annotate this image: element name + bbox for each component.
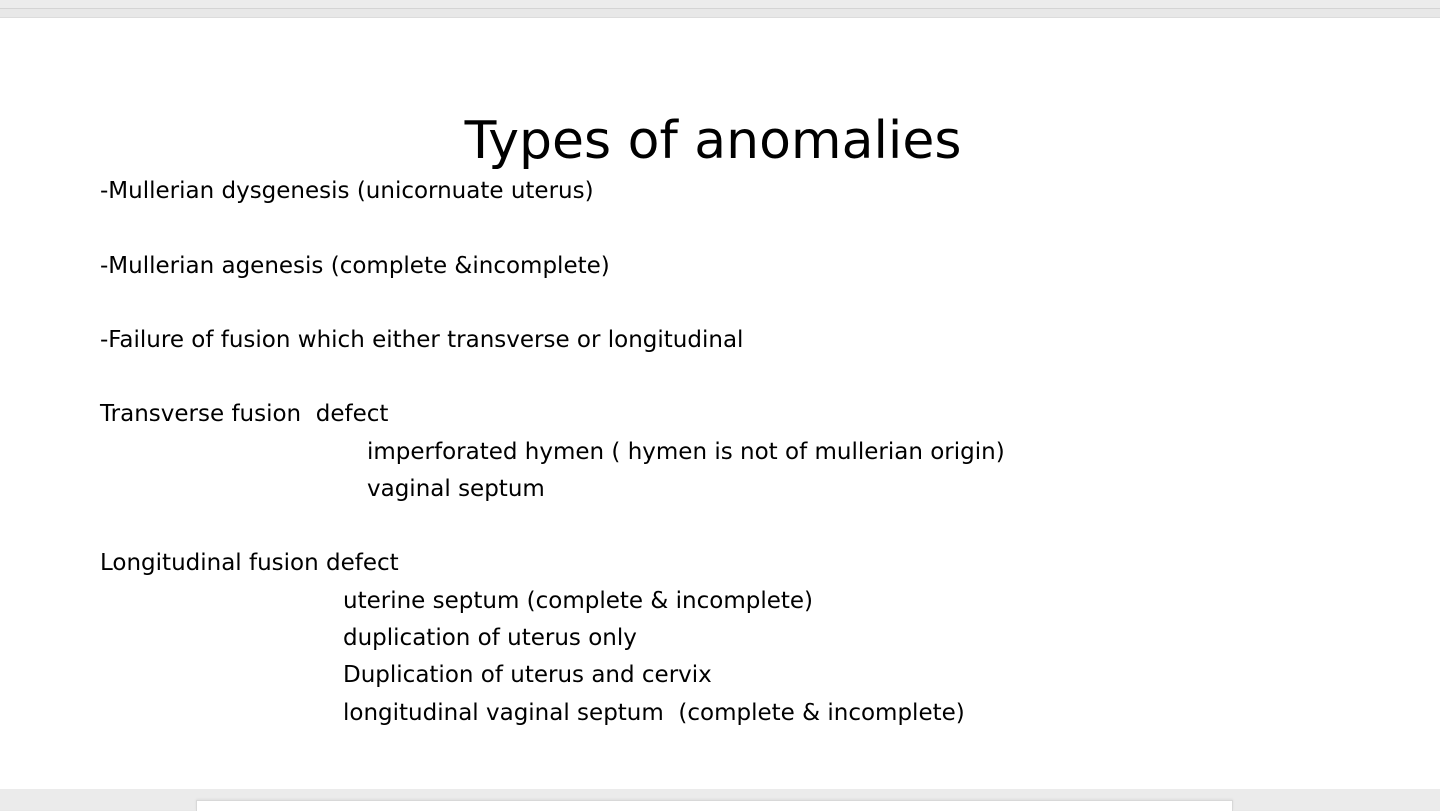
slide-title: Types of anomalies <box>464 111 962 171</box>
top-toolbar-edge <box>0 0 1440 9</box>
longitudinal-item: longitudinal vaginal septum (complete & incomplete) <box>343 700 965 726</box>
transverse-item: vaginal septum <box>367 476 545 502</box>
longitudinal-heading: Longitudinal fusion defect <box>100 550 399 576</box>
bullet-mullerian-dysgenesis: -Mullerian dysgenesis (unicornuate uterus) <box>100 178 594 204</box>
bullet-mullerian-agenesis: -Mullerian agenesis (complete &incomplete) <box>100 253 610 279</box>
longitudinal-item: uterine septum (complete & incomplete) <box>343 588 814 614</box>
longitudinal-item: Duplication of uterus and cervix <box>343 662 712 688</box>
transverse-heading: Transverse fusion defect <box>100 401 389 427</box>
bullet-failure-of-fusion: -Failure of fusion which either transverse or longitudinal <box>100 327 744 353</box>
next-slide-thumbnail[interactable] <box>196 800 1233 811</box>
transverse-item: imperforated hymen ( hymen is not of mullerian origin) <box>367 439 1005 465</box>
longitudinal-item: duplication of uterus only <box>343 625 637 651</box>
